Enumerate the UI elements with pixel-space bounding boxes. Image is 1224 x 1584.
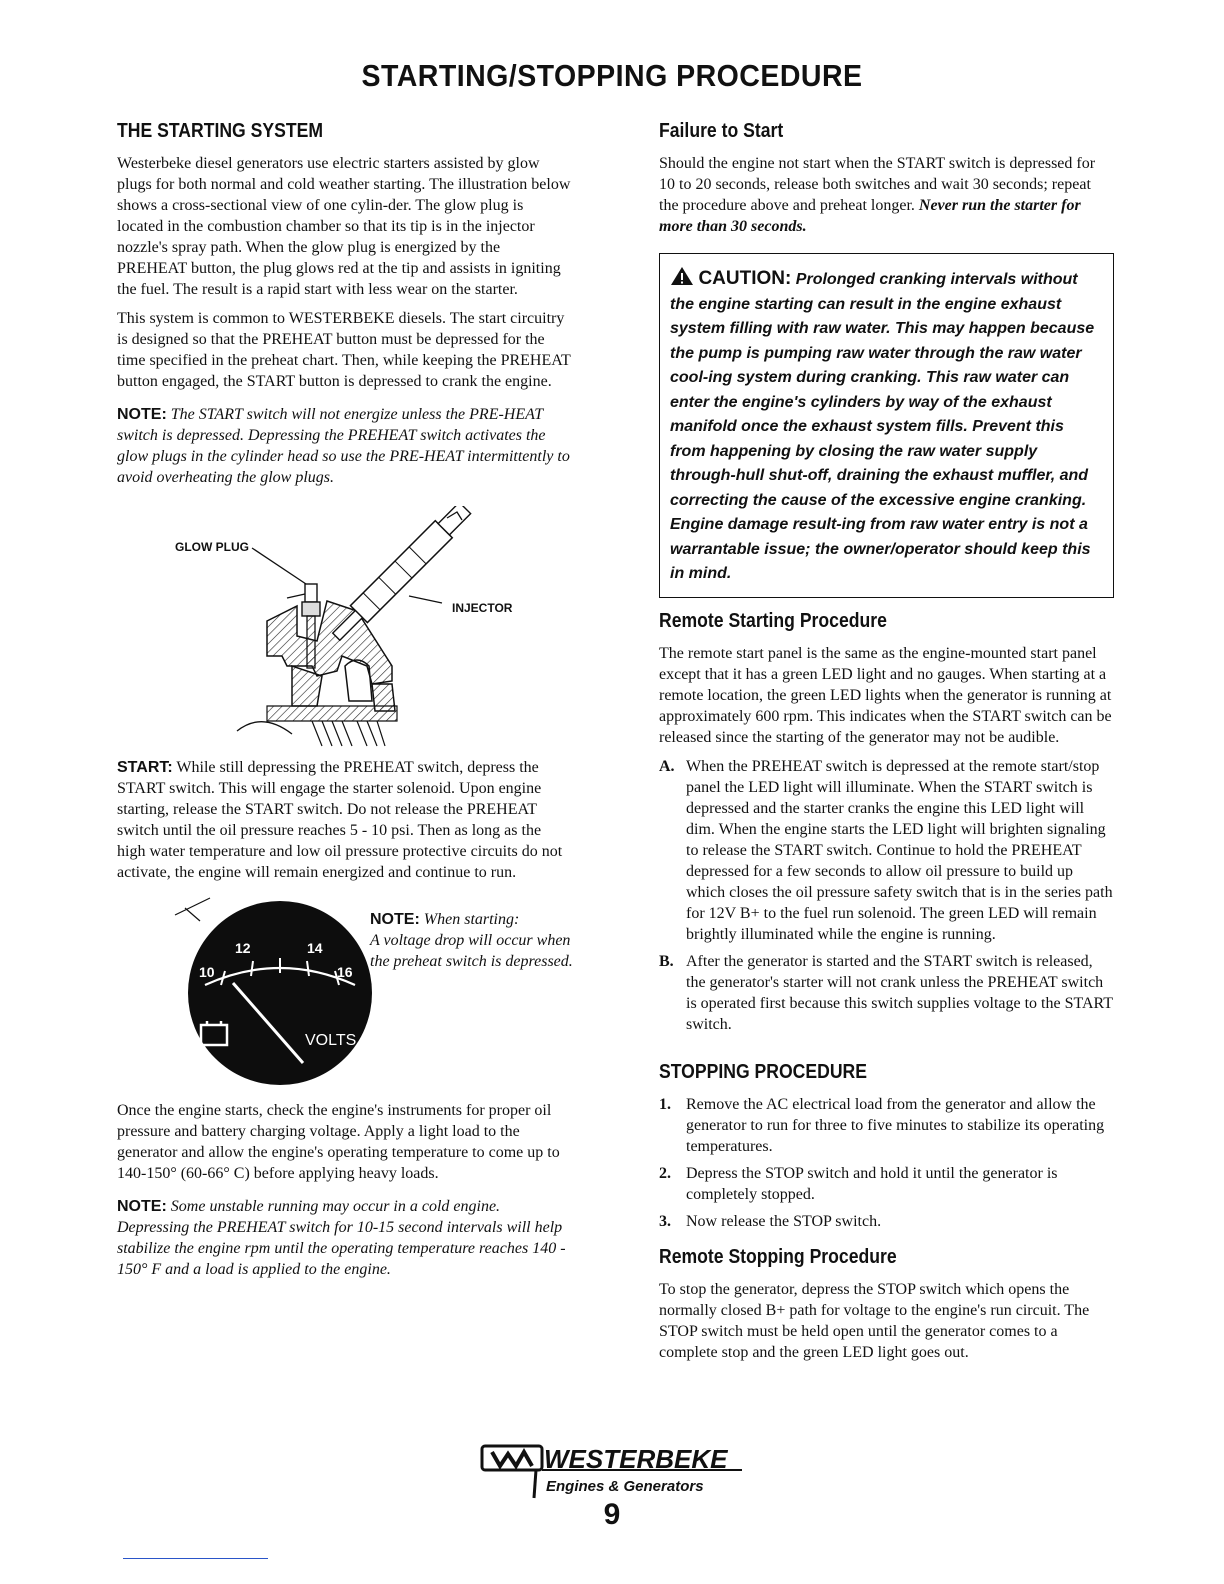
stopping-list bbox=[659, 1094, 1114, 1232]
voltmeter-gauge bbox=[165, 893, 405, 1088]
start-text: While still depressing the PREHEAT switch, depress the START switch. This will engage the starter solenoid. Upon engine starting, release the START switch. Do not release the PREHEAT switch until the oil pressure reaches 5 - 10 psi. Then as long as the high water temperature and low oil pressure protective circuits do not activate, the engine will remain energized and continue to run. bbox=[117, 759, 563, 881]
list-marker: 1. bbox=[659, 1095, 671, 1113]
list-text: After the generator is started and the START switch is released, the generator's starter will not crank unless the PREHEAT switch is operated first because this switch supplies voltage to the START switch. bbox=[686, 952, 1113, 1033]
gauge-tick-14: 14 bbox=[307, 940, 323, 956]
cylinder-cross-section-drawing bbox=[117, 506, 572, 751]
westerbeke-logo bbox=[480, 1440, 750, 1500]
gauge-note-label: NOTE: bbox=[370, 911, 420, 928]
left-column bbox=[117, 120, 572, 1288]
list-text: Remove the AC electrical load from the generator and allow the generator to run for three to five minutes to stabilize its operating temperatures. bbox=[686, 1095, 1105, 1155]
note-text: The START switch will not energize unless the PRE-HEAT switch is depressed. Depressing the PREHEAT switch activates the glow plugs in the cylinder head so use the PRE-HEAT intermittently to avoid overheating the glow plugs. bbox=[117, 406, 570, 486]
list-item bbox=[659, 756, 1114, 945]
note-label: NOTE: bbox=[117, 406, 167, 423]
list-item bbox=[659, 1094, 1114, 1157]
voltmeter-figure bbox=[117, 893, 572, 1088]
logo-brand: WESTERBEKE bbox=[544, 1444, 728, 1474]
gauge-note bbox=[370, 909, 590, 972]
start-label: START: bbox=[117, 759, 173, 776]
page-number: 9 bbox=[603, 1498, 621, 1531]
list-text: Now release the STOP switch. bbox=[686, 1212, 882, 1230]
list-item bbox=[659, 951, 1114, 1035]
after-start-paragraph: Once the engine starts, check the engine's instruments for proper oil pressure and battery charging voltage. Apply a light load to the generator and allow the engine's operating temperature to come up to 140-150° (60-66° C) before applying heavy loads. bbox=[117, 1102, 560, 1182]
remote-start-heading: Remote Starting Procedure bbox=[659, 609, 887, 632]
logo-tagline: Engines & Generators bbox=[546, 1478, 704, 1495]
list-item bbox=[659, 1211, 1114, 1232]
start-paragraph bbox=[117, 757, 572, 883]
gauge-note-text: A voltage drop will occur when the preheat switch is depressed. bbox=[370, 932, 573, 970]
starting-system-paragraph-2: This system is common to WESTERBEKE diesels. The start circuitry is designed so that the PREHEAT button must be depressed for the time specified in the preheat chart. Then, while keeping the PREHEAT button engaged, the START button is depressed to crank the engine. bbox=[117, 310, 571, 390]
gauge-note-lead: When starting: bbox=[423, 911, 520, 928]
note2-text: Some unstable running may occur in a cold engine. Depressing the PREHEAT switch for 10-15 second intervals will help stabilize the engine rpm until the operating temperature reaches 140 - 150° F and a load is applied to the engine. bbox=[117, 1198, 566, 1278]
list-marker: A. bbox=[659, 757, 675, 775]
glow-plug-label: GLOW PLUG bbox=[175, 540, 249, 554]
caution-text: Prolonged cranking intervals without the engine starting can result in the engine exhaust system filling with raw water. This may happen because the pump is pumping raw water through the raw water cool-ing system during cranking. This raw water can enter the engine's cylinders by way of the exhaust manifold once the exhaust system fills. Prevent this from happening by closing the raw water supply through-hull shut-off, draining the exhaust muffler, and correcting the cause of the excessive engine cranking. Engine damage result-ing from raw water entry is not a warrantable issue; the owner/operator should keep this in mind. bbox=[670, 271, 1095, 582]
footer-rule bbox=[123, 1558, 268, 1559]
starting-system-heading: THE STARTING SYSTEM bbox=[117, 120, 324, 142]
warning-icon bbox=[670, 271, 698, 288]
gauge-tick-12: 12 bbox=[235, 940, 251, 956]
list-marker: 2. bbox=[659, 1164, 671, 1182]
gauge-tick-10: 10 bbox=[199, 964, 215, 980]
cold-engine-note bbox=[117, 1196, 572, 1280]
right-column bbox=[659, 120, 1114, 1371]
failure-text: Should the engine not start when the START switch is depressed for 10 to 20 seconds, release both switches and wait 30 seconds; repeat the procedure above and preheat longer. bbox=[659, 155, 1096, 214]
list-item bbox=[659, 1163, 1114, 1205]
failure-warning: Never run the starter for more than 30 seconds. bbox=[659, 197, 1081, 235]
gauge-tick-16: 16 bbox=[337, 964, 353, 980]
list-text: Depress the STOP switch and hold it until the generator is completely stopped. bbox=[686, 1164, 1058, 1203]
failure-heading: Failure to Start bbox=[659, 120, 784, 142]
remote-start-list bbox=[659, 756, 1114, 1035]
preheat-note bbox=[117, 404, 572, 488]
gauge-unit: VOLTS bbox=[305, 1032, 357, 1049]
caution-label: CAUTION: bbox=[698, 268, 792, 289]
note2-label: NOTE: bbox=[117, 1198, 167, 1215]
list-text: When the PREHEAT switch is depressed at the remote start/stop panel the LED light will illuminate. When the START switch is depressed and the starter cranks the engine this LED light will dim. When the engine starts the LED light will brighten signaling to release the START switch. Continue to hold the PREHEAT depressed for a few seconds to allow oil pressure to build up which closes the oil pressure safety switch that is in the series path for 12V B+ to the fuel run solenoid. The green LED will remain brightly illuminated while the engine is running. bbox=[686, 757, 1113, 943]
caution-box bbox=[659, 253, 1114, 598]
remote-stop-heading: Remote Stopping Procedure bbox=[659, 1245, 897, 1268]
list-marker: B. bbox=[659, 952, 674, 970]
stopping-heading: STOPPING PROCEDURE bbox=[659, 1060, 867, 1083]
failure-paragraph bbox=[659, 153, 1114, 237]
remote-start-intro: The remote start panel is the same as the engine-mounted start panel except that it has a green LED light and no gauges. When starting at a remote location, the green LED lights when the generator is running at approximately 600 rpm. This indicates when the START switch can be released since the starting of the generator may not be audible. bbox=[659, 644, 1112, 746]
remote-stop-paragraph: To stop the generator, depress the STOP switch which opens the normally closed B+ path for voltage to the engine's run circuit. The STOP switch must be held open until the generator comes to a complete stop and the green LED light goes out. bbox=[659, 1280, 1090, 1361]
page-title: STARTING/STOPPING PROCEDURE bbox=[361, 58, 863, 93]
injector-label: INJECTOR bbox=[452, 601, 513, 615]
starting-system-paragraph-1: Westerbeke diesel generators use electric starters assisted by glow plugs for both normal and cold weather starting. The illustration below shows a cross-sectional view of one cylin-der. The glow plug is located in the combustion chamber so that its tip is in the injector nozzle's spray path. When the glow plug is energized by the PREHEAT button, the plug glows red at the tip and assists in igniting the fuel. The result is a rapid start with less wear on the starter. bbox=[117, 155, 571, 298]
logo-mark bbox=[480, 1440, 750, 1500]
list-marker: 3. bbox=[659, 1212, 671, 1230]
glow-plug-diagram bbox=[117, 506, 572, 751]
